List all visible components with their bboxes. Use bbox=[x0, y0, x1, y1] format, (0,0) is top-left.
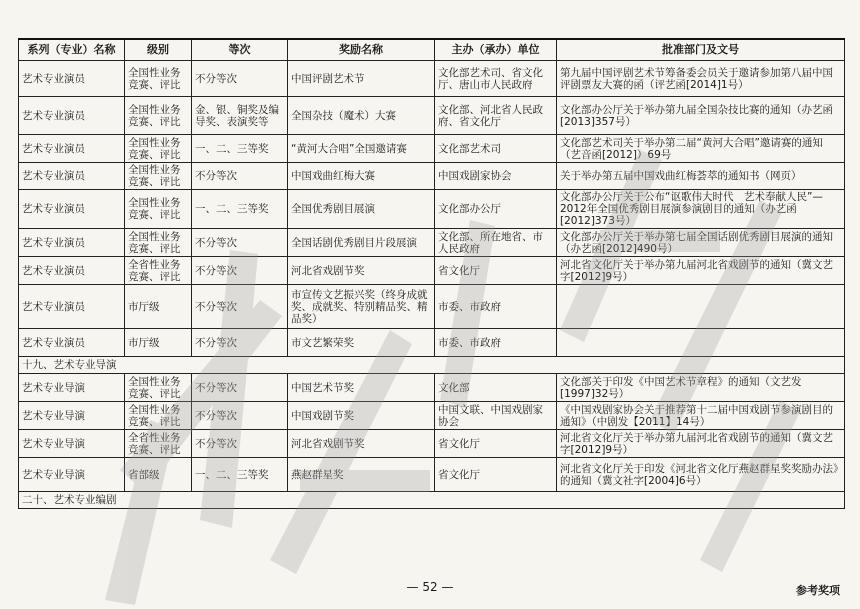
cell-organizer: 中国戏剧家协会 bbox=[435, 163, 557, 190]
cell-grade: 一、二、三等奖 bbox=[192, 135, 288, 163]
table-header-row bbox=[19, 39, 845, 61]
cell-series-name: 艺术专业导演 bbox=[19, 374, 125, 402]
cell-organizer: 文化部、所在地省、市人民政府 bbox=[435, 229, 557, 257]
cell-organizer: 文化部艺术司、省文化厅、唐山市人民政府 bbox=[435, 61, 557, 97]
cell-approval bbox=[557, 329, 845, 357]
header-approval: 批准部门及文号 bbox=[557, 39, 845, 61]
cell-series-name: 艺术专业演员 bbox=[19, 61, 125, 97]
cell-grade: 一、二、三等奖 bbox=[192, 190, 288, 229]
cell-level: 全国性业务竞赛、评比 bbox=[125, 97, 192, 135]
cell-level: 全国性业务竞赛、评比 bbox=[125, 402, 192, 430]
cell-series-name: 艺术专业演员 bbox=[19, 135, 125, 163]
cell-award-name: 中国戏剧节奖 bbox=[288, 402, 435, 430]
cell-award-name: 全国话剧优秀剧目片段展演 bbox=[288, 229, 435, 257]
cell-organizer: 文化部 bbox=[435, 374, 557, 402]
cell-approval: 文化部办公厅关于公布“讴歌伟大时代 艺术奉献人民”—2012年全国优秀剧目展演参演剧目的通知（办艺函[2012]373号） bbox=[557, 190, 845, 229]
cell-grade: 不分等次 bbox=[192, 430, 288, 458]
cell-approval: 关于举办第五届中国戏曲红梅荟萃的通知书（网页） bbox=[557, 163, 845, 190]
page-number: — 52 — bbox=[406, 580, 454, 594]
cell-award-name: 燕赵群星奖 bbox=[288, 458, 435, 492]
cell-series-name: 艺术专业演员 bbox=[19, 329, 125, 357]
cell-grade: 一、二、三等奖 bbox=[192, 458, 288, 492]
cell-organizer: 省文化厅 bbox=[435, 458, 557, 492]
cell-organizer: 省文化厅 bbox=[435, 257, 557, 285]
cell-grade: 不分等次 bbox=[192, 374, 288, 402]
cell-level: 全国性业务竞赛、评比 bbox=[125, 135, 192, 163]
cell-series-name: 艺术专业演员 bbox=[19, 97, 125, 135]
cell-approval: 文化部办公厅关于举办第七届全国话剧优秀剧目展演的通知（办艺函[2012]490号） bbox=[557, 229, 845, 257]
table-row bbox=[19, 190, 845, 229]
cell-approval: 河北省文化厅关于印发《河北省文化厅燕赵群星奖奖励办法》的通知（冀文社字[2004]6号） bbox=[557, 458, 845, 492]
cell-level: 全国性业务竞赛、评比 bbox=[125, 61, 192, 97]
section-heading-row bbox=[19, 357, 845, 374]
cell-level: 市厅级 bbox=[125, 285, 192, 329]
cell-grade: 不分等次 bbox=[192, 229, 288, 257]
table-row bbox=[19, 61, 845, 97]
cell-organizer: 中国文联、中国戏剧家协会 bbox=[435, 402, 557, 430]
table-row bbox=[19, 135, 845, 163]
cell-approval: 第九届中国评剧艺术节筹备委会员关于邀请参加第八届中国评剧票友大赛的函（评艺函[2014]1号） bbox=[557, 61, 845, 97]
cell-award-name: 全国优秀剧目展演 bbox=[288, 190, 435, 229]
cell-award-name: 中国评剧艺术节 bbox=[288, 61, 435, 97]
cell-series-name: 艺术专业演员 bbox=[19, 190, 125, 229]
cell-award-name: 中国戏曲红梅大赛 bbox=[288, 163, 435, 190]
header-grade: 等次 bbox=[192, 39, 288, 61]
cell-approval: 文化部办公厅关于举办第九届全国杂技比赛的通知（办艺函[2013]357号） bbox=[557, 97, 845, 135]
cell-series-name: 艺术专业导演 bbox=[19, 458, 125, 492]
cell-grade: 不分等次 bbox=[192, 402, 288, 430]
cell-grade: 不分等次 bbox=[192, 257, 288, 285]
cell-approval: 文化部关于印发《中国艺术节章程》的通知（文艺发[1997]32号） bbox=[557, 374, 845, 402]
table-row bbox=[19, 402, 845, 430]
cell-award-name: 中国艺术节奖 bbox=[288, 374, 435, 402]
cell-level: 省部级 bbox=[125, 458, 192, 492]
header-series-name: 系列（专业）名称 bbox=[19, 39, 125, 61]
cell-organizer: 文化部办公厅 bbox=[435, 190, 557, 229]
cell-series-name: 艺术专业演员 bbox=[19, 229, 125, 257]
cell-organizer: 市委、市政府 bbox=[435, 329, 557, 357]
cell-organizer: 文化部、河北省人民政府、省文化厅 bbox=[435, 97, 557, 135]
cell-level: 全国性业务竞赛、评比 bbox=[125, 163, 192, 190]
table-row bbox=[19, 257, 845, 285]
cell-grade: 不分等次 bbox=[192, 285, 288, 329]
table-row bbox=[19, 458, 845, 492]
table-row bbox=[19, 97, 845, 135]
cell-grade: 不分等次 bbox=[192, 163, 288, 190]
cell-grade: 不分等次 bbox=[192, 329, 288, 357]
awards-table bbox=[18, 38, 845, 509]
cell-level: 市厅级 bbox=[125, 329, 192, 357]
section-heading: 二十、艺术专业编剧 bbox=[19, 492, 845, 509]
cell-level: 全省性业务竞赛、评比 bbox=[125, 257, 192, 285]
cell-level: 全省性业务竞赛、评比 bbox=[125, 430, 192, 458]
cell-award-name: 全国杂技（魔术）大赛 bbox=[288, 97, 435, 135]
cell-approval: 河北省文化厅关于举办第九届河北省戏剧节的通知（冀文艺字[2012]9号） bbox=[557, 430, 845, 458]
cell-approval: 河北省文化厅关于举办第九届河北省戏剧节的通知（冀文艺字[2012]9号） bbox=[557, 257, 845, 285]
cell-approval: 文化部艺术司关于举办第二届“黄河大合唱”邀请赛的通知（艺音函[2012]）69号 bbox=[557, 135, 845, 163]
cell-organizer: 文化部艺术司 bbox=[435, 135, 557, 163]
table-row bbox=[19, 285, 845, 329]
footer-label: 参考奖项 bbox=[796, 584, 840, 597]
table-row bbox=[19, 374, 845, 402]
table-body bbox=[19, 61, 845, 509]
table-row bbox=[19, 329, 845, 357]
cell-series-name: 艺术专业演员 bbox=[19, 257, 125, 285]
cell-level: 全国性业务竞赛、评比 bbox=[125, 229, 192, 257]
cell-series-name: 艺术专业导演 bbox=[19, 402, 125, 430]
cell-award-name: 市宣传文艺振兴奖（终身成就奖、成就奖、特别精品奖、精品奖） bbox=[288, 285, 435, 329]
header-organizer: 主办（承办）单位 bbox=[435, 39, 557, 61]
table-row bbox=[19, 229, 845, 257]
section-heading: 十九、艺术专业导演 bbox=[19, 357, 845, 374]
cell-award-name: 河北省戏剧节奖 bbox=[288, 430, 435, 458]
section-heading-row bbox=[19, 492, 845, 509]
cell-award-name: 市文艺繁荣奖 bbox=[288, 329, 435, 357]
cell-approval: 《中国戏剧家协会关于推荐第十二届中国戏剧节参演剧目的通知》（中剧发【2011】14号） bbox=[557, 402, 845, 430]
cell-grade: 金、银、铜奖及编导奖、表演奖等 bbox=[192, 97, 288, 135]
cell-award-name: 河北省戏剧节奖 bbox=[288, 257, 435, 285]
cell-series-name: 艺术专业演员 bbox=[19, 163, 125, 190]
cell-series-name: 艺术专业演员 bbox=[19, 285, 125, 329]
cell-organizer: 市委、市政府 bbox=[435, 285, 557, 329]
cell-organizer: 省文化厅 bbox=[435, 430, 557, 458]
cell-approval bbox=[557, 285, 845, 329]
cell-level: 全国性业务竞赛、评比 bbox=[125, 190, 192, 229]
header-level: 级别 bbox=[125, 39, 192, 61]
cell-level: 全国性业务竞赛、评比 bbox=[125, 374, 192, 402]
cell-award-name: “黄河大合唱”全国邀请赛 bbox=[288, 135, 435, 163]
table-row bbox=[19, 163, 845, 190]
table-row bbox=[19, 430, 845, 458]
cell-series-name: 艺术专业导演 bbox=[19, 430, 125, 458]
header-award-name: 奖励名称 bbox=[288, 39, 435, 61]
cell-grade: 不分等次 bbox=[192, 61, 288, 97]
